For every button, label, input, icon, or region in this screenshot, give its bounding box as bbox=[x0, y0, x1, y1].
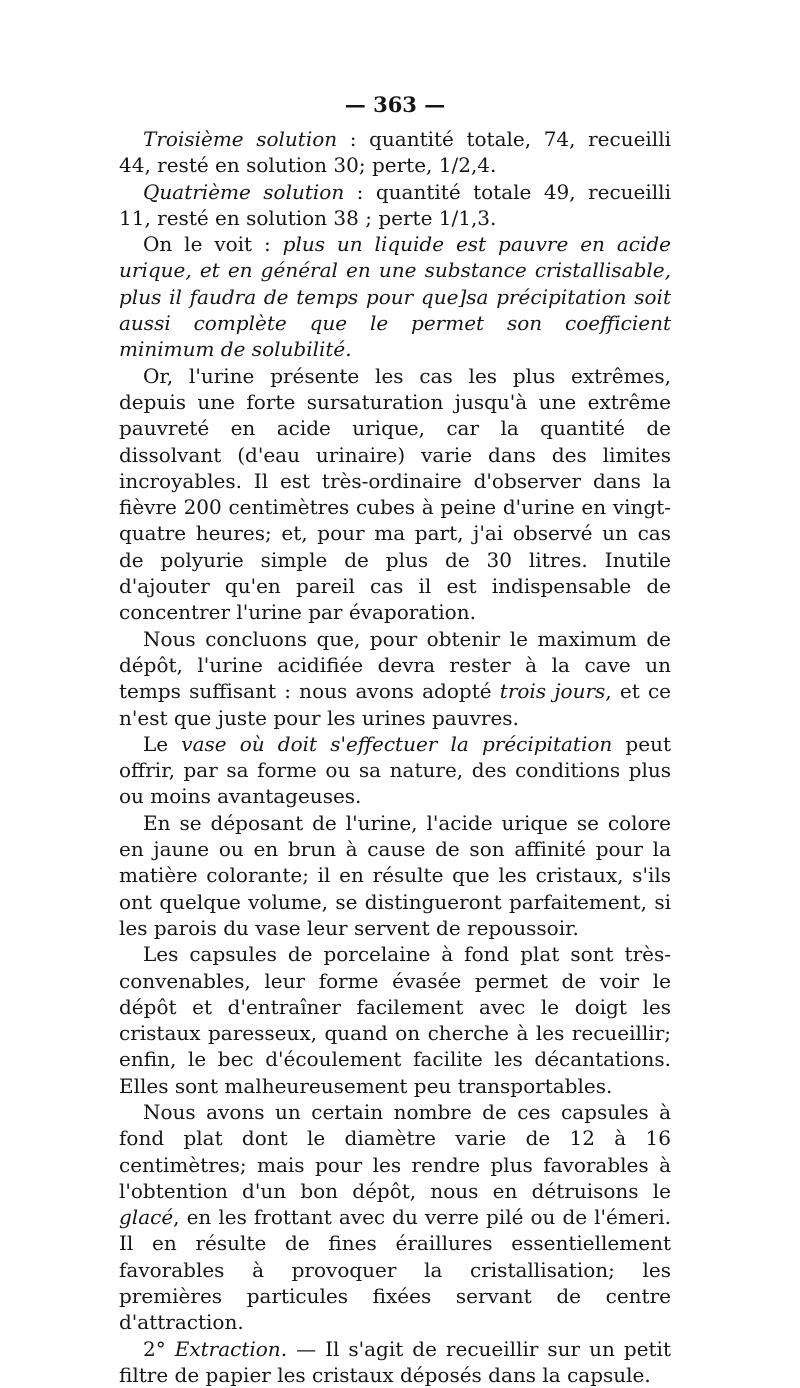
book-page bbox=[119, 92, 671, 1388]
paragraph-p5 bbox=[119, 626, 671, 731]
paragraph-p2 bbox=[119, 179, 671, 232]
text-run: , et ce n'est que juste pour les urines pauvres. bbox=[119, 679, 672, 730]
text-run: — Il s'agit de recueillir sur un petit filtre de papier les cristaux déposés dans la capsule. bbox=[119, 1336, 671, 1387]
text-run: Nous concluons que, pour obtenir le maximum de dépôt, l'urine acidifiée devra rester à la cave un temps suffisant : nous avons adopté bbox=[119, 626, 671, 704]
paragraph-p3 bbox=[119, 231, 671, 362]
paragraph-p6 bbox=[119, 731, 671, 810]
text-run: En se déposant de l'urine, l'acide urique se colore en jaune ou en brun à cause de son affinité pour la matière colorante; il en résulte que les cristaux, s'ils ont quelque volume, se distingueront parfaitement, si les parois du vase leur servent de repoussoir. bbox=[119, 810, 671, 940]
text-run: Les capsules de porcelaine à fond plat sont très-convenables, leur forme évasée permet de voir le dépôt et d'entraîner facilement avec le doigt les cristaux paresseux, quand on cherche à les recueillir; enfin, le bec d'écoulement facilite les décantations. Elles sont malheureusement peu transportables. bbox=[119, 942, 671, 1098]
italic-text: glacé bbox=[119, 1205, 174, 1230]
text-run: Le bbox=[143, 731, 182, 756]
paragraph-p9 bbox=[119, 1099, 671, 1336]
italic-text: Troisième solution bbox=[143, 127, 338, 151]
text-run: 2° bbox=[143, 1336, 175, 1361]
italic-text: vase où doit s'effectuer la précipitation bbox=[181, 731, 613, 756]
page-body bbox=[119, 126, 671, 1388]
text-run: Nous avons un certain nombre de ces capsules à fond plat dont le diamètre varie de 12 à 16 centimètres; mais pour les rendre plus favorables à l'obtention d'un bon dépôt, nous en détruisons le bbox=[119, 1099, 671, 1203]
italic-text: plus un liquide est pauvre en acide urique, et en général en une substance cristallisable, plus il faudra de temps pour que]sa précipitation soit aussi complète que le permet son coefficient minimum de solubilité. bbox=[119, 232, 671, 362]
paragraph-p4 bbox=[119, 363, 671, 626]
italic-text: trois jours bbox=[499, 679, 606, 704]
page-number: — 363 — bbox=[344, 92, 446, 117]
paragraph-p8 bbox=[119, 941, 671, 1099]
text-run: Or, l'urine présente les cas les plus extrêmes, depuis une forte sursaturation jusqu'à une extrême pauvreté en acide urique, car la quantité de dissolvant (d'eau urinaire) varie dans des limites incroyables. Il est très-ordinaire d'observer dans la fièvre 200 centimètres cubes à peine d'urine en vingt-quatre heures; et, pour ma part, j'ai observé un cas de polyurie simple de plus de 30 litres. Inutile d'ajouter qu'en pareil cas il est indispensable de concentrer l'urine par évaporation. bbox=[119, 363, 671, 625]
paragraph-p7 bbox=[119, 810, 671, 941]
text-run: : quantité totale, 74, recueilli 44, resté en solution 30; perte, 1/2,4. bbox=[119, 127, 671, 178]
italic-text: Extraction. bbox=[174, 1336, 288, 1361]
paragraph-p1 bbox=[119, 126, 671, 179]
paragraph-p10 bbox=[119, 1336, 671, 1388]
text-run: peut offrir, par sa forme ou sa nature, des conditions plus ou moins avantageuses. bbox=[119, 731, 671, 809]
text-run: On le voit : bbox=[143, 232, 283, 257]
text-run: , en les frottant avec du verre pilé ou de l'émeri. Il en résulte de fines éraillures essentiellement favorables à provoquer la cristallisation; les premières particules fixées servant de centre d'attraction. bbox=[119, 1205, 671, 1335]
text-run: : quantité totale 49, recueilli 11, resté en solution 38 ; perte 1/1,3. bbox=[119, 179, 671, 230]
italic-text: Quatrième solution bbox=[143, 179, 345, 204]
